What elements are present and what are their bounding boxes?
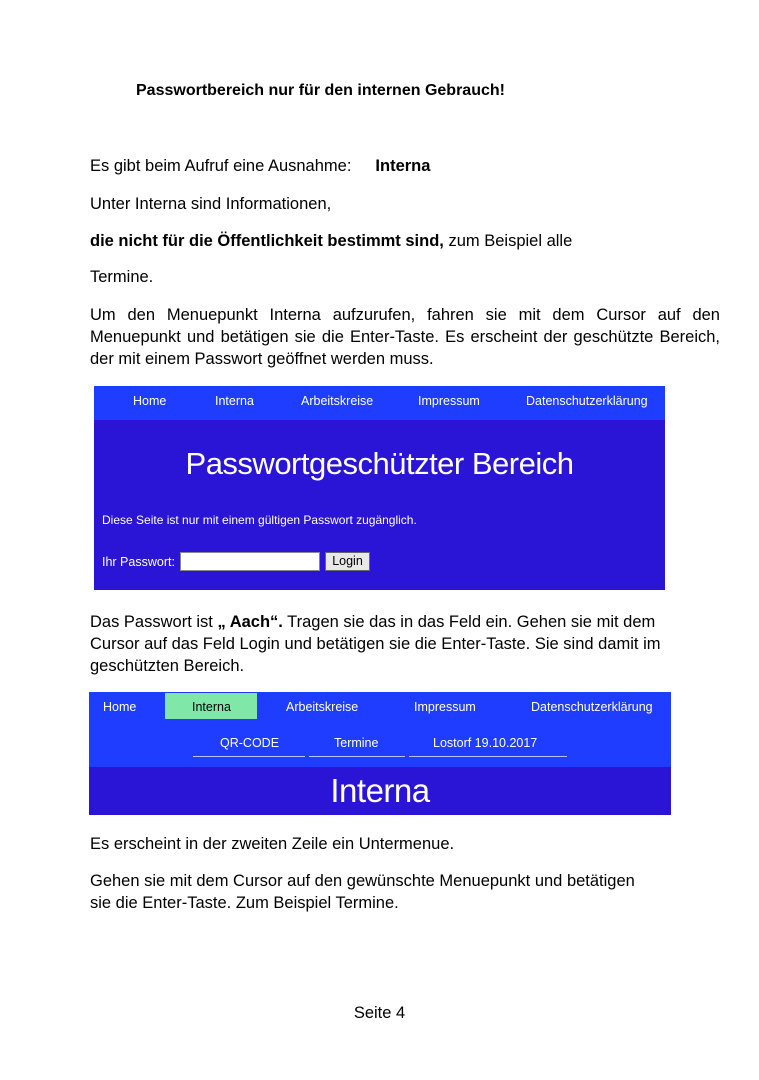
nav-impressum[interactable]: Impressum xyxy=(418,394,480,408)
login-button[interactable]: Login xyxy=(325,552,370,571)
nav-arbeitskreise[interactable]: Arbeitskreise xyxy=(286,700,359,714)
intro-line-3 xyxy=(90,230,572,252)
password-page-note: Diese Seite ist nur mit einem gültigen Passwort zugänglich. xyxy=(102,513,417,527)
nav-interna[interactable]: Interna xyxy=(215,394,254,408)
submenu-termine[interactable]: Termine xyxy=(334,736,379,750)
paragraph-2-line-3: geschützten Bereich. xyxy=(90,657,245,675)
paragraph-3: Es erscheint in der zweiten Zeile ein Untermenue. xyxy=(90,835,455,853)
intro-line-4: Termine. xyxy=(90,268,154,286)
intro-line-3-bold: die nicht für die Öffentlichkeit bestimmt sind, xyxy=(90,232,444,250)
paragraph-2-line-1 xyxy=(90,611,655,633)
paragraph-2-line-2: Cursor auf das Feld Login und betätigen sie die Enter-Taste. Sie sind damit im xyxy=(90,635,661,653)
submenu-underline xyxy=(193,756,305,757)
interna-page-screenshot xyxy=(89,692,671,815)
nav-home[interactable]: Home xyxy=(133,394,167,408)
paragraph-2-prefix: Das Passwort ist xyxy=(90,613,213,631)
nav-datenschutz[interactable]: Datenschutzerklärung xyxy=(526,394,648,408)
password-input[interactable] xyxy=(180,552,320,571)
intro-line-2: Unter Interna sind Informationen, xyxy=(90,195,332,213)
interna-title: Interna xyxy=(330,772,430,809)
intro-line-1-bold: Interna xyxy=(375,157,431,175)
submenu-underline xyxy=(309,756,405,757)
paragraph-4-line-1: Gehen sie mit dem Cursor auf den gewünschte Menuepunkt und betätigen xyxy=(90,872,635,890)
nav-arbeitskreise[interactable]: Arbeitskreise xyxy=(301,394,374,408)
nav-bar xyxy=(94,386,665,420)
submenu-underline xyxy=(409,756,567,757)
nav-datenschutz[interactable]: Datenschutzerklärung xyxy=(531,700,653,714)
paragraph-2-rest: Tragen sie das in das Feld ein. Gehen sie mit dem xyxy=(287,613,656,631)
nav-home[interactable]: Home xyxy=(103,700,137,714)
password-page-title: Passwortgeschützter Bereich xyxy=(185,446,574,481)
intro-line-3-rest: zum Beispiel alle xyxy=(448,232,573,250)
nav-interna[interactable]: Interna xyxy=(192,700,231,714)
password-label: Ihr Passwort: xyxy=(102,555,175,569)
page-heading: Passwortbereich nur für den internen Gebrauch! xyxy=(136,82,505,99)
password-hint: „ Aach“. xyxy=(217,613,283,631)
paragraph-4-line-2: sie die Enter-Taste. Zum Beispiel Termine. xyxy=(90,894,399,912)
password-page-screenshot xyxy=(94,386,665,590)
intro-line-1-prefix: Es gibt beim Aufruf eine Ausnahme: xyxy=(90,157,352,175)
nav-impressum[interactable]: Impressum xyxy=(414,700,476,714)
intro-line-1 xyxy=(90,155,430,177)
submenu-qr-code[interactable]: QR-CODE xyxy=(220,736,280,750)
submenu-lostorf[interactable]: Lostorf 19.10.2017 xyxy=(433,736,538,750)
page-number: Seite 4 xyxy=(353,1004,406,1022)
paragraph-1: Um den Menuepunkt Interna aufzurufen, fahren sie mit dem Cursor auf den Menuepunkt und betätigen sie die Enter-Taste. Es erscheint der geschützte Bereich, der mit einem Passwort geöffnet werden muss. xyxy=(90,306,720,368)
